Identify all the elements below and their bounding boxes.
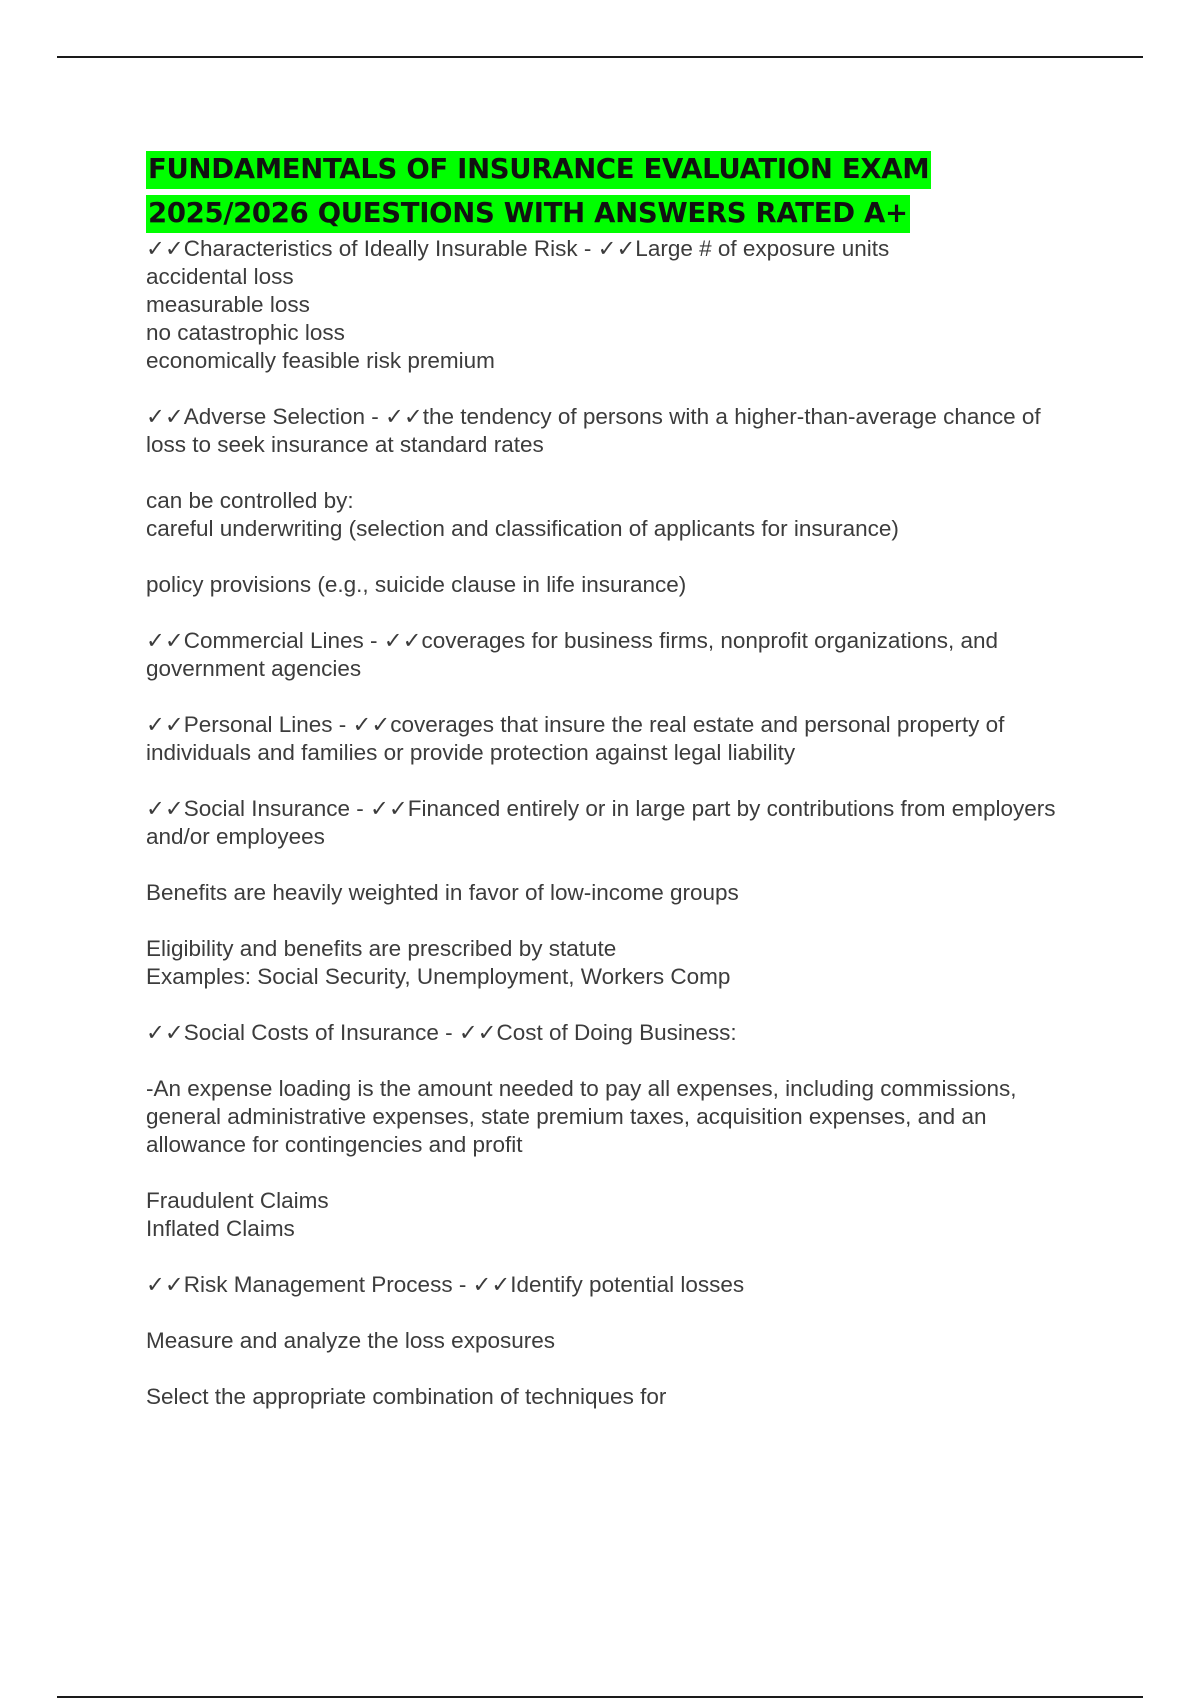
text-line: measurable loss: [146, 292, 310, 317]
paragraph-gap: [146, 375, 1086, 403]
paragraph-gap: [146, 1299, 1086, 1327]
paragraph: [146, 403, 1086, 459]
paragraph: [146, 1327, 1086, 1355]
paragraph: [146, 1075, 1086, 1159]
paragraph: [146, 711, 1086, 767]
title-line-2: 2025/2026 QUESTIONS WITH ANSWERS RATED A+: [148, 197, 908, 229]
top-rule: [57, 56, 1143, 58]
paragraph: [146, 571, 1086, 599]
text-line: ✓✓Characteristics of Ideally Insurable Risk - ✓✓Large # of exposure units: [146, 236, 890, 261]
paragraph-gap: [146, 767, 1086, 795]
text-line: ✓✓Commercial Lines - ✓✓coverages for business firms, nonprofit organizations, and government agencies: [146, 628, 999, 681]
document-body: [146, 235, 1086, 1411]
paragraph-gap: [146, 1243, 1086, 1271]
text-line: Benefits are heavily weighted in favor of low-income groups: [146, 880, 739, 905]
paragraph: [146, 935, 1086, 991]
paragraph: [146, 879, 1086, 907]
paragraph-gap: [146, 543, 1086, 571]
title-highlight: [146, 151, 931, 233]
text-line: Select the appropriate combination of techniques for: [146, 1384, 667, 1409]
text-line: no catastrophic loss: [146, 320, 345, 345]
paragraph-gap: [146, 459, 1086, 487]
text-line: ✓✓Personal Lines - ✓✓coverages that insure the real estate and personal property of individuals and families or provide protection against legal liability: [146, 712, 1005, 765]
paragraph-gap: [146, 599, 1086, 627]
paragraph: [146, 1383, 1086, 1411]
text-line: Eligibility and benefits are prescribed by statute: [146, 936, 617, 961]
paragraph-gap: [146, 907, 1086, 935]
text-line: Inflated Claims: [146, 1216, 295, 1241]
text-line: -An expense loading is the amount needed to pay all expenses, including commissions, general administrative expenses, state premium taxes, acquisition expenses, and an allowance for contingencies and profit: [146, 1076, 1017, 1157]
text-line: careful underwriting (selection and classification of applicants for insurance): [146, 516, 899, 541]
text-line: Fraudulent Claims: [146, 1188, 329, 1213]
paragraph-gap: [146, 851, 1086, 879]
paragraph: [146, 795, 1086, 851]
paragraph: [146, 1187, 1086, 1243]
text-line: ✓✓Risk Management Process - ✓✓Identify potential losses: [146, 1272, 745, 1297]
paragraph-gap: [146, 1159, 1086, 1187]
paragraph-gap: [146, 1047, 1086, 1075]
text-line: ✓✓Adverse Selection - ✓✓the tendency of persons with a higher-than-average chance of loss to seek insurance at standard rates: [146, 404, 1041, 457]
paragraph: [146, 627, 1086, 683]
text-line: Measure and analyze the loss exposures: [146, 1328, 555, 1353]
paragraph: [146, 1019, 1086, 1047]
document-page: [146, 147, 1086, 1411]
bottom-rule: [57, 1696, 1143, 1698]
document-title: [146, 147, 1086, 235]
text-line: ✓✓Social Insurance - ✓✓Financed entirely or in large part by contributions from employers and/or employees: [146, 796, 1056, 849]
paragraph-gap: [146, 1355, 1086, 1383]
paragraph: [146, 487, 1086, 543]
text-line: policy provisions (e.g., suicide clause in life insurance): [146, 572, 687, 597]
text-line: accidental loss: [146, 264, 294, 289]
text-line: economically feasible risk premium: [146, 348, 495, 373]
text-line: can be controlled by:: [146, 488, 354, 513]
text-line: ✓✓Social Costs of Insurance - ✓✓Cost of Doing Business:: [146, 1020, 737, 1045]
title-line-1: FUNDAMENTALS OF INSURANCE EVALUATION EXAM: [148, 153, 930, 185]
paragraph: [146, 1271, 1086, 1299]
paragraph-gap: [146, 991, 1086, 1019]
text-line: Examples: Social Security, Unemployment, Workers Comp: [146, 964, 731, 989]
paragraph-gap: [146, 683, 1086, 711]
paragraph: [146, 235, 1086, 375]
